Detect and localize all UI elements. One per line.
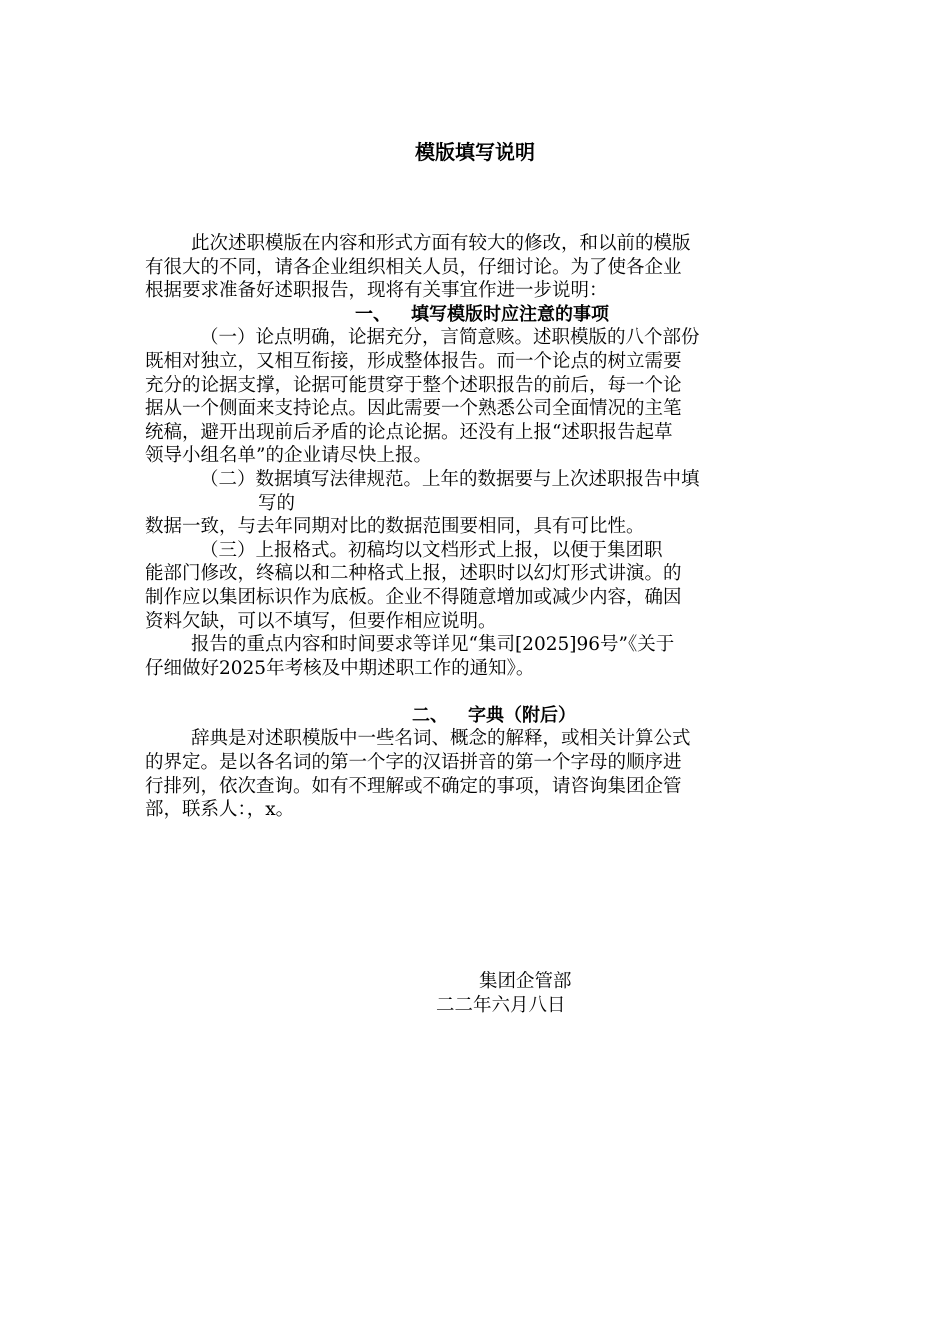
- closing-line: 报告的重点内容和时间要求等详见“集司[2025]96号”《关于: [191, 634, 675, 656]
- section-1-heading: [145, 303, 811, 327]
- section-1-title: 填写模版时应注意的事项: [411, 303, 609, 325]
- item-line: 统稿，避开出现前后矛盾的论点论据。还没有上报“述职报告起草: [145, 421, 673, 443]
- section-1-item-1: [145, 326, 811, 468]
- item-line: 领导小组名单”的企业请尽快上报。: [145, 445, 432, 467]
- paragraph-line: 行排列，依次查询。如有不理解或不确定的事项，请咨询集团企管: [145, 775, 682, 797]
- paragraph-line: 的界定。是以各名词的第一个字的汉语拼音的第一个字母的顺序进: [145, 752, 682, 774]
- item-line: （二）数据填写法律规范。上年的数据要与上次述职报告中填: [200, 468, 700, 490]
- section-spacer: [145, 680, 811, 704]
- section-1-number: 一、: [355, 303, 391, 325]
- intro-line: 此次述职模版在内容和形式方面有较大的修改，和以前的模版: [191, 233, 691, 254]
- document-body: [145, 232, 811, 822]
- closing-line: 仔细做好2025年考核及中期述职工作的通知》。: [145, 657, 535, 679]
- intro-line: 有很大的不同，请各企业组织相关人员，仔细讨论。为了使各企业: [145, 256, 682, 278]
- section-1-item-2: [145, 468, 811, 539]
- item-line: 数据一致，与去年同期对比的数据范围要相同，具有可比性。: [145, 516, 645, 538]
- signature-department: 集团企管部: [479, 971, 572, 992]
- section-1-closing: [145, 633, 811, 680]
- paragraph-line: 部，联系人：，x。: [145, 799, 295, 821]
- section-2-paragraph: [145, 727, 811, 821]
- paragraph-line: 辞典是对述职模版中一些名词、概念的解释，或相关计算公式: [191, 728, 691, 750]
- item-line: 能部门修改，终稿以和二种格式上报，述职时以幻灯形式讲演。的: [145, 563, 682, 585]
- section-2-title: 字典（附后）: [468, 704, 576, 726]
- item-line: 写的: [258, 492, 296, 514]
- item-line: 制作应以集团标识作为底板。企业不得随意增加或减少内容，确因: [145, 586, 682, 608]
- intro-line: 根据要求准备好述职报告，现将有关事宜作进一步说明：: [145, 280, 608, 302]
- document-title: 模版填写说明: [415, 140, 535, 164]
- item-line: 既相对独立，又相互衔接，形成整体报告。而一个论点的树立需要: [145, 350, 682, 372]
- section-2-number: 二、: [412, 704, 448, 726]
- item-line: （三）上报格式。初稿均以文档形式上报，以便于集团职: [200, 539, 663, 561]
- section-2-heading: [145, 704, 811, 728]
- item-line: 充分的论据支撑，论据可能贯穿于整个述职报告的前后，每一个论: [145, 374, 682, 396]
- section-1-item-3: [145, 539, 811, 633]
- item-line: 资料欠缺，可以不填写，但要作相应说明。: [145, 610, 497, 632]
- intro-paragraph: [145, 232, 811, 303]
- item-line: （一）论点明确，论据充分，言简意赅。述职模版的八个部份: [200, 327, 700, 349]
- signature-date: 二二年六月八日: [436, 995, 566, 1016]
- item-line: 据从一个侧面来支持论点。因此需要一个熟悉公司全面情况的主笔: [145, 398, 682, 420]
